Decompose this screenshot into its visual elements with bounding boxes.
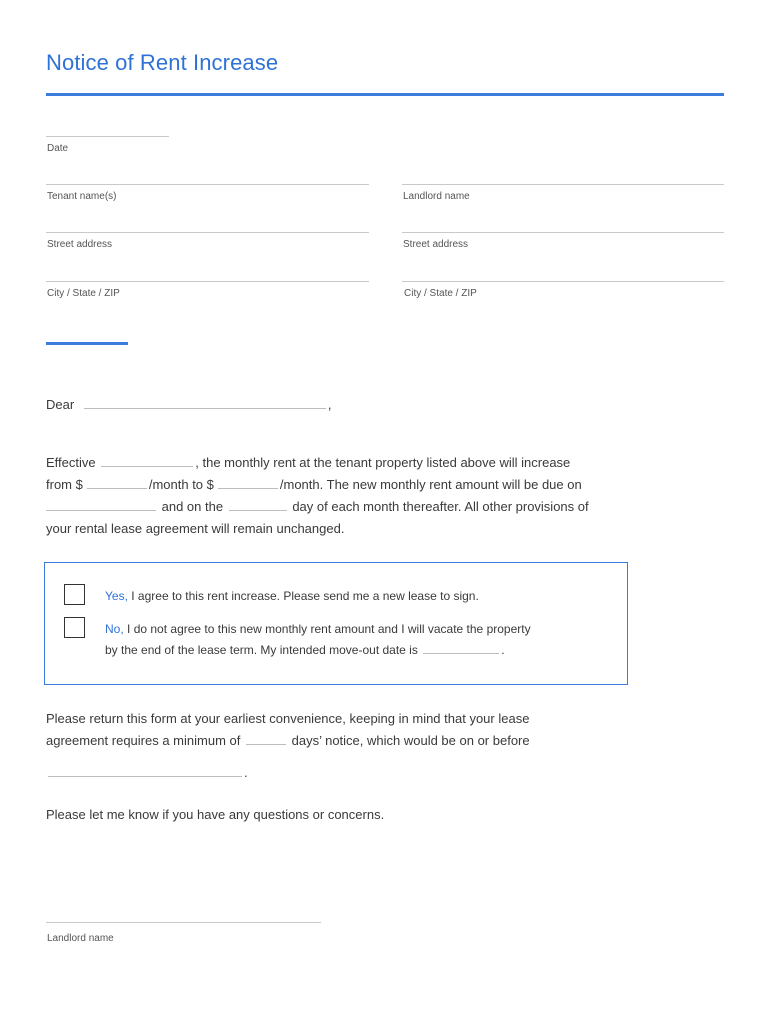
landlord-city-label: City / State / ZIP	[404, 288, 477, 299]
notice-days-input[interactable]	[246, 732, 286, 745]
landlord-name-input[interactable]	[402, 184, 724, 185]
paragraph-line	[46, 474, 582, 496]
date-input[interactable]	[46, 136, 169, 137]
new-rent-input[interactable]	[218, 476, 278, 489]
notice-deadline-input[interactable]	[48, 764, 242, 777]
due-day-input[interactable]	[229, 498, 287, 511]
landlord-name-label: Landlord name	[403, 191, 470, 202]
move-out-date-input[interactable]	[423, 641, 499, 654]
tenant-street-label: Street address	[47, 239, 113, 250]
move-out-text: by the end of the lease term. My intended move-out date is	[105, 643, 418, 657]
tenant-city-label: City / State / ZIP	[47, 288, 120, 299]
new-rent-start-date-input[interactable]	[46, 498, 156, 511]
paragraph-line	[46, 730, 530, 752]
title-divider	[46, 93, 724, 96]
yes-keyword: Yes,	[105, 589, 128, 603]
and-on-the-text: and on the	[161, 499, 224, 514]
yes-description: I agree to this rent increase. Please send me a new lease to sign.	[131, 589, 479, 603]
month-to-text: /month to $	[148, 477, 214, 492]
yes-checkbox[interactable]	[64, 584, 85, 605]
date-label: Date	[47, 143, 69, 154]
landlord-street-input[interactable]	[402, 232, 724, 233]
paragraph-line	[46, 496, 589, 518]
landlord-signature-input[interactable]	[46, 922, 321, 923]
from-text: from $	[46, 477, 83, 492]
paragraph-line	[46, 518, 344, 540]
tenant-street-input[interactable]	[46, 232, 369, 233]
paragraph-line	[46, 762, 248, 784]
effective-date-input[interactable]	[101, 454, 193, 467]
dear-comma: ,	[327, 397, 332, 412]
paragraph-line	[46, 804, 384, 826]
unchanged-text: your rental lease agreement will remain unchanged.	[46, 521, 345, 536]
dear-text: Dear	[46, 397, 75, 412]
notice-days-text: days’ notice, which would be on or before	[291, 733, 530, 748]
landlord-signature-label: Landlord name	[47, 933, 114, 944]
move-out-period: .	[501, 643, 505, 657]
tenant-city-input[interactable]	[46, 281, 369, 282]
effective-text: Effective	[46, 455, 96, 470]
salutation	[46, 394, 331, 416]
deadline-period: .	[244, 765, 248, 780]
no-option-text	[105, 619, 531, 640]
tenant-name-label: Tenant name(s)	[47, 191, 117, 202]
tenant-name-input[interactable]	[46, 184, 369, 185]
minimum-text: agreement requires a minimum of	[46, 733, 241, 748]
no-keyword: No,	[105, 622, 124, 636]
month-new-text: /month. The new monthly rent amount will be due on	[279, 477, 582, 492]
yes-option-text	[105, 586, 479, 607]
questions-text: Please let me know if you have any questions or concerns.	[46, 807, 385, 822]
return-form-text: Please return this form at your earliest convenience, keeping in mind that your lease	[46, 711, 530, 726]
increase-text: , the monthly rent at the tenant property listed above will increase	[195, 455, 571, 470]
no-description: I do not agree to this new monthly rent amount and I will vacate the property	[127, 622, 531, 636]
day-each-month-text: day of each month thereafter. All other provisions of	[292, 499, 589, 514]
no-option-text-line2	[105, 640, 505, 661]
landlord-city-input[interactable]	[402, 281, 724, 282]
recipient-name-input[interactable]	[84, 396, 326, 409]
old-rent-input[interactable]	[87, 476, 147, 489]
no-checkbox[interactable]	[64, 617, 85, 638]
section-accent-divider	[46, 342, 128, 345]
paragraph-line	[46, 708, 529, 730]
page-title: Notice of Rent Increase	[46, 50, 279, 75]
landlord-street-label: Street address	[403, 239, 469, 250]
paragraph-line	[46, 452, 570, 474]
